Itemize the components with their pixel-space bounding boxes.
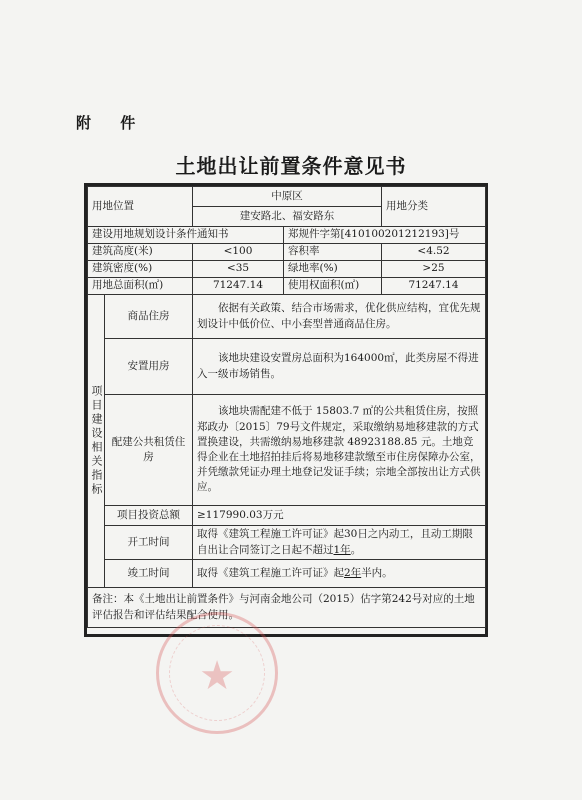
table-row [88,187,486,207]
height-value: <100 [193,244,284,261]
commercial-housing-text: 依据有关政策、结合市场需求，优化供应结构，宜优先规划设计中低价位、中小套型普通商品住房。 [193,295,486,339]
total-area-label: 用地总面积(㎡) [88,278,193,295]
official-seal [156,612,278,734]
table-row [88,560,486,588]
commercial-housing-label: 商品住房 [105,295,193,339]
table-row [88,278,486,295]
table-row [88,261,486,278]
remarks-note: 备注：本《土地出让前置条件》与河南金地公司（2015）估字第242号对应的土地评估报告和评估结果配合使用。 [88,588,486,628]
green-value: >25 [382,261,486,278]
completion-text [193,560,486,588]
completion-label: 竣工时间 [105,560,193,588]
table-row [88,244,486,261]
use-area-label: 使用权面积(㎡) [284,278,382,295]
location-label: 用地位置 [88,187,193,227]
far-label: 容积率 [284,244,382,261]
conditions-table [87,186,486,628]
notice-value: 郑规件字第[410100201212193]号 [284,227,486,244]
start-time-text [193,526,486,560]
public-rental-text: 该地块需配建不低于 15803.7 ㎡的公共租赁住房，按照郑政办〔2015〕79号文件规定，采取缴纳易地移建款的方式置换建设，共需缴纳易地移建款 48923188.85 元。土地竞得企业在土地招拍挂后将易地移建款缴至市住房保障办公室，并凭缴款凭证办理土地登记发证手续；宗地全部按出让方式供应。 [193,395,486,506]
annex-label: 附 件 [76,114,148,132]
table-row [88,506,486,526]
use-area-value: 71247.14 [382,278,486,295]
resettlement-label: 安置用房 [105,339,193,395]
completion-period: 2年 [344,566,362,579]
total-area-value: 71247.14 [193,278,284,295]
density-label: 建筑密度(%) [88,261,193,278]
table-row [88,395,486,506]
location-street: 建安路北、福安路东 [193,207,382,227]
density-value: <35 [193,261,284,278]
start-time-text-a: 取得《建筑工程施工许可证》起30日之内动工，且动工期限自出让合同签订之日起不超过 [197,528,473,556]
start-time-text-c: 。 [350,543,362,556]
land-use-label: 用地分类 [382,187,486,227]
resettlement-text: 该地块建设安置房总面积为164000㎡，此类房屋不得进入一级市场销售。 [193,339,486,395]
far-value: <4.52 [382,244,486,261]
table-row [88,588,486,628]
document-title: 土地出让前置条件意见书 [175,154,407,178]
public-rental-label: 配建公共租赁住房 [105,395,193,506]
seal-star-icon: ★ [199,653,235,699]
completion-text-c: 半内。 [361,566,393,579]
height-label: 建筑高度(米) [88,244,193,261]
indicators-side-label: 项目建设相关指标 [88,295,105,588]
table-row [88,339,486,395]
completion-text-a: 取得《建筑工程施工许可证》起 [197,566,344,579]
table-row [88,227,486,244]
start-time-label: 开工时间 [105,526,193,560]
table-row [88,526,486,560]
table-row [88,295,486,339]
notice-label: 建设用地规划设计条件通知书 [88,227,284,244]
start-time-period: 1年 [333,543,351,556]
green-label: 绿地率(%) [284,261,382,278]
investment-value: ≥117990.03万元 [193,506,486,526]
investment-label: 项目投资总额 [105,506,193,526]
location-district: 中原区 [193,187,382,207]
